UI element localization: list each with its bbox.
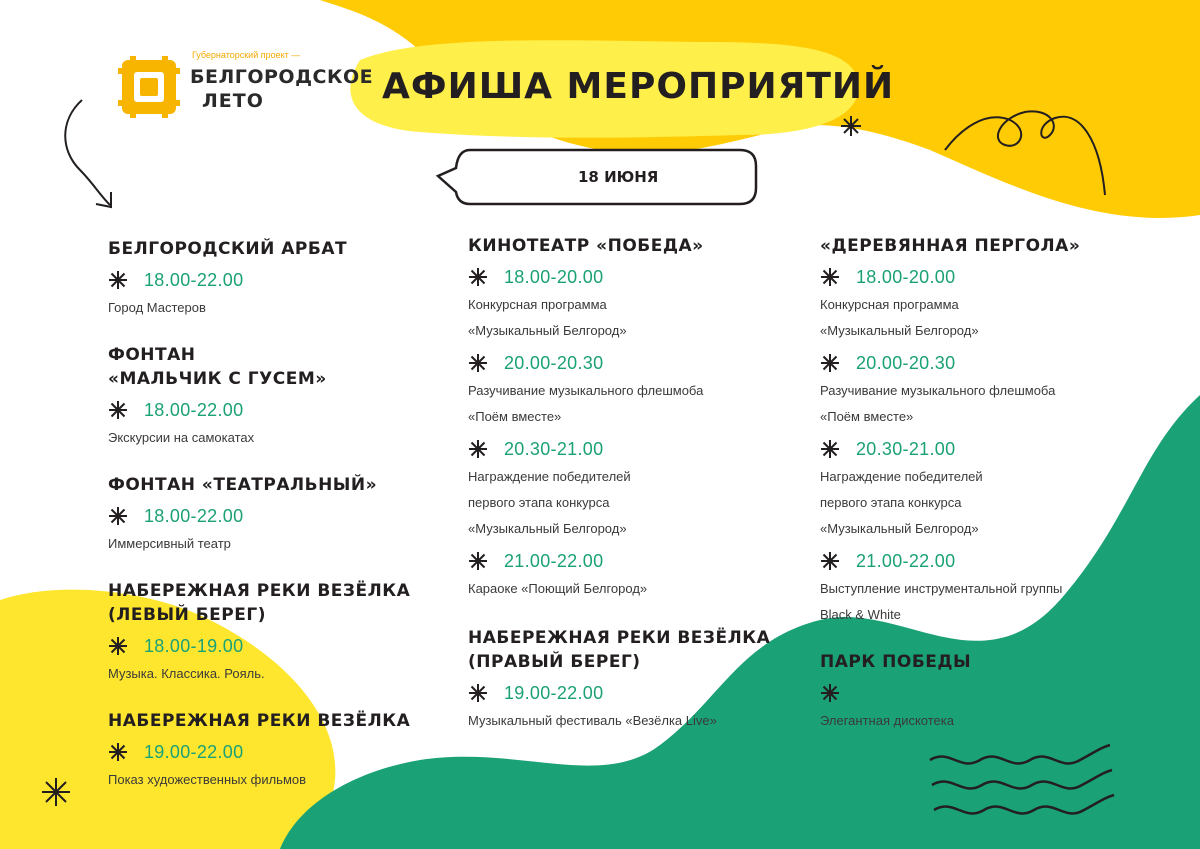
slot-time: 20.30-21.00 <box>504 438 604 459</box>
time-slot <box>108 395 438 451</box>
venue-block <box>108 237 438 321</box>
venue-name: НАБЕРЕЖНАЯ РЕКИ ВЕЗЁЛКА (ЛЕВЫЙ БЕРЕГ) <box>108 581 411 625</box>
asterisk-bullet-icon <box>468 683 488 703</box>
slot-description: Караоке «Поющий Белгород» <box>468 581 648 596</box>
schedule-column-2 <box>468 234 798 734</box>
venue-block <box>820 650 1150 734</box>
asterisk-bullet-icon <box>820 683 840 703</box>
slot-description: Разучивание музыкального флешмоба «Поём вместе» <box>468 383 704 424</box>
venue-name: «ДЕРЕВЯННАЯ ПЕРГОЛА» <box>820 236 1081 256</box>
time-slot <box>108 501 438 557</box>
venue-name: КИНОТЕАТР «ПОБЕДА» <box>468 236 704 256</box>
asterisk-bullet-icon <box>820 267 840 287</box>
asterisk-bullet-icon <box>820 551 840 571</box>
asterisk-bullet-icon <box>108 400 128 420</box>
slot-time: 18.00-22.00 <box>144 399 244 420</box>
asterisk-bullet-icon <box>108 506 128 526</box>
slot-description: Музыкальный фестиваль «Везёлка Live» <box>468 713 717 728</box>
slot-time: 21.00-22.00 <box>856 550 956 571</box>
slot-time: 18.00-22.00 <box>144 505 244 526</box>
slot-time: 18.00-19.00 <box>144 635 244 656</box>
slot-description: Иммерсивный театр <box>108 536 231 551</box>
page-title: АФИША МЕРОПРИЯТИЙ <box>382 66 895 107</box>
time-slot <box>820 348 1150 430</box>
slot-time: 18.00-20.00 <box>856 266 956 287</box>
asterisk-bullet-icon <box>468 439 488 459</box>
venue-name: ФОНТАН «ТЕАТРАЛЬНЫЙ» <box>108 475 378 495</box>
venue-name: НАБЕРЕЖНАЯ РЕКИ ВЕЗЁЛКА <box>108 711 411 731</box>
time-slot <box>820 262 1150 344</box>
slot-description: Музыка. Классика. Рояль. <box>108 666 265 681</box>
asterisk-bullet-icon <box>468 353 488 373</box>
logo-text-line2: ЛЕТО <box>202 90 264 112</box>
venue-block <box>108 579 438 687</box>
time-slot <box>468 434 798 542</box>
asterisk-bullet-icon <box>820 353 840 373</box>
asterisk-bullet-icon <box>108 636 128 656</box>
asterisk-bullet-icon <box>468 267 488 287</box>
logo-text-line1: БЕЛГОРОДСКОЕ <box>190 66 374 88</box>
venue-name: ФОНТАН «МАЛЬЧИК С ГУСЕМ» <box>108 345 327 389</box>
slot-time: 20.00-20.30 <box>856 352 956 373</box>
slot-time: 20.00-20.30 <box>504 352 604 373</box>
sparkle-icon-bottom-left <box>42 778 70 806</box>
slot-time: 18.00-20.00 <box>504 266 604 287</box>
time-slot <box>468 262 798 344</box>
time-slot <box>468 678 798 734</box>
slot-description: Конкурсная программа «Музыкальный Белгород» <box>468 297 627 338</box>
slot-time: 18.00-22.00 <box>144 269 244 290</box>
slot-description: Элегантная дискотека <box>820 713 954 728</box>
slot-description: Разучивание музыкального флешмоба «Поём вместе» <box>820 383 1056 424</box>
time-slot <box>108 631 438 687</box>
asterisk-bullet-icon <box>108 270 128 290</box>
time-slot <box>820 678 1150 734</box>
slot-description: Выступление инструментальной группы Black & White <box>820 581 1063 622</box>
venue-name: ПАРК ПОБЕДЫ <box>820 652 972 672</box>
slot-description: Экскурсии на самокатах <box>108 430 255 445</box>
time-slot <box>108 265 438 321</box>
venue-block <box>468 234 798 602</box>
logo-subtitle: Губернаторский проект — <box>192 50 301 60</box>
arrow-doodle <box>65 100 110 205</box>
slot-time: 20.30-21.00 <box>856 438 956 459</box>
schedule-column-1 <box>108 237 438 793</box>
venue-block <box>108 709 438 793</box>
slot-description: Город Мастеров <box>108 300 206 315</box>
time-slot <box>468 348 798 430</box>
time-slot <box>820 434 1150 542</box>
slot-description: Конкурсная программа «Музыкальный Белгород» <box>820 297 979 338</box>
venue-block <box>108 473 438 557</box>
venue-block <box>820 234 1150 628</box>
slot-time: 21.00-22.00 <box>504 550 604 571</box>
time-slot <box>820 546 1150 628</box>
time-slot <box>468 546 798 602</box>
logo-mark-icon <box>118 56 180 118</box>
time-slot <box>108 737 438 793</box>
slot-time: 19.00-22.00 <box>504 682 604 703</box>
venue-block <box>468 626 798 734</box>
slot-description: Показ художественных фильмов <box>108 772 307 787</box>
slot-description: Награждение победителей первого этапа конкурса «Музыкальный Белгород» <box>468 469 631 536</box>
asterisk-bullet-icon <box>108 742 128 762</box>
venue-block <box>108 343 438 451</box>
venue-name: БЕЛГОРОДСКИЙ АРБАТ <box>108 239 348 259</box>
asterisk-bullet-icon <box>468 551 488 571</box>
sparkle-icon-top <box>841 116 861 136</box>
schedule-column-3 <box>820 234 1150 734</box>
slot-time: 18.00-22.00 <box>856 682 956 703</box>
slot-time: 19.00-22.00 <box>144 741 244 762</box>
asterisk-bullet-icon <box>820 439 840 459</box>
event-date: 18 ИЮНЯ <box>578 168 659 186</box>
venue-name: НАБЕРЕЖНАЯ РЕКИ ВЕЗЁЛКА (ПРАВЫЙ БЕРЕГ) <box>468 628 771 672</box>
slot-description: Награждение победителей первого этапа конкурса «Музыкальный Белгород» <box>820 469 983 536</box>
